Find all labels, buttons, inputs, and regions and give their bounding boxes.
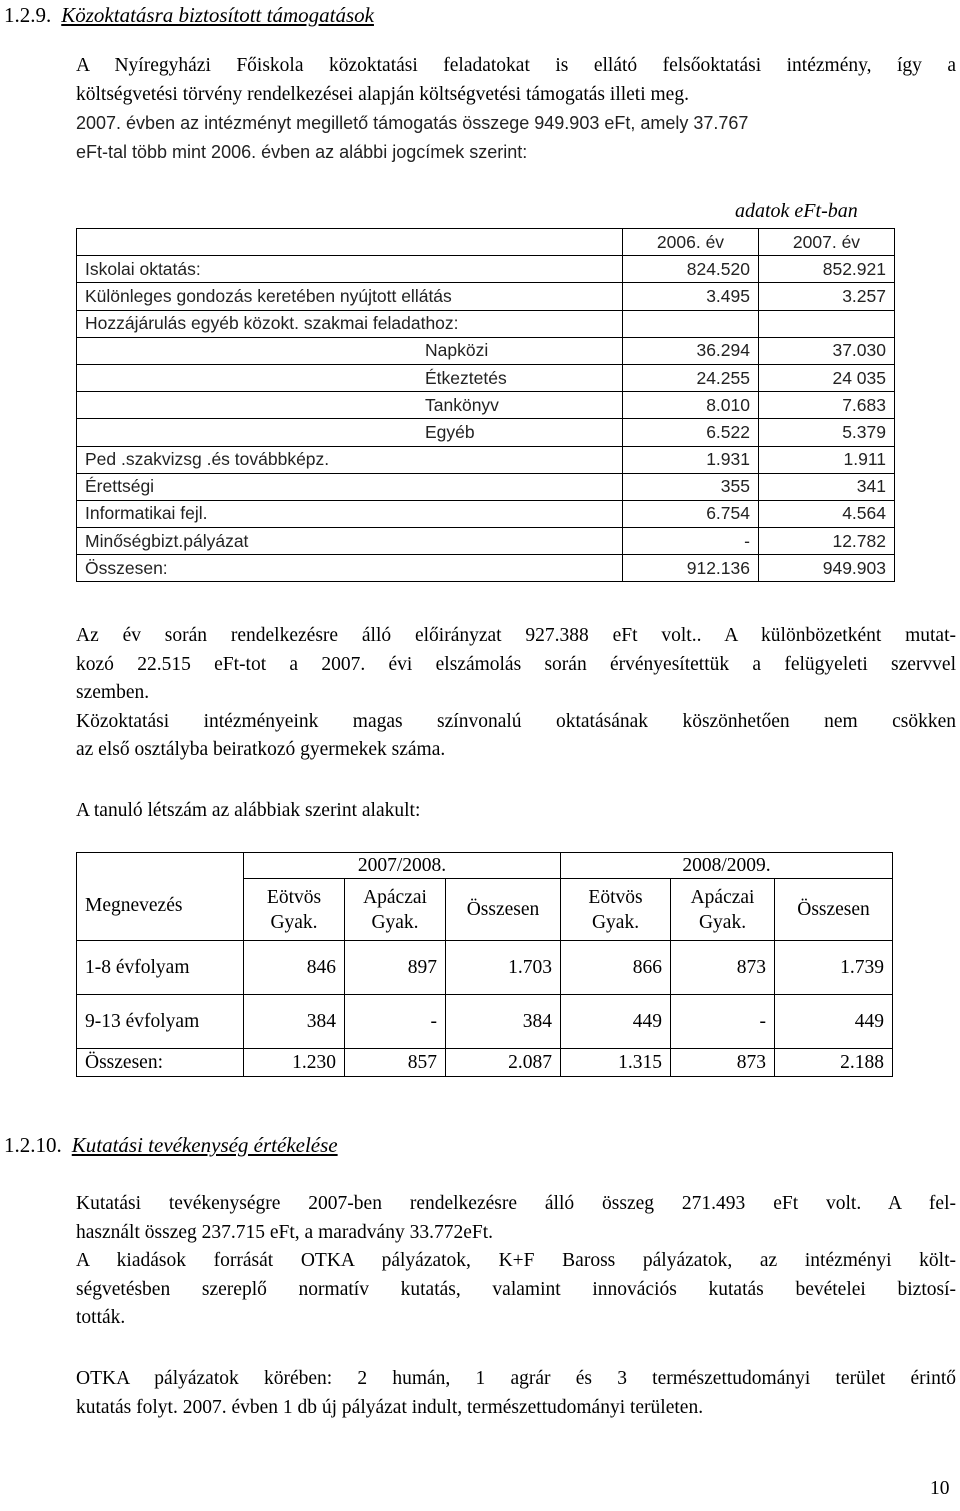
value-2006 xyxy=(623,310,759,337)
value-2007: 7.683 xyxy=(759,392,895,419)
row-label: Étkeztetés xyxy=(77,364,623,391)
section-title: Kutatási tevékenység értékelése xyxy=(71,1133,338,1157)
text-line: használt összeg 237.715 eFt, a maradvány 33.772eFt. xyxy=(76,1221,493,1243)
value-2006: 1.931 xyxy=(623,446,759,473)
row-label: 9-13 évfolyam xyxy=(77,995,244,1049)
budget-paragraph xyxy=(76,622,956,765)
table-row xyxy=(77,392,895,419)
value-2007: 5.379 xyxy=(759,419,895,446)
table-cell: 866 xyxy=(561,941,671,995)
text-line: kozó 22.515 eFt-tot a 2007. évi elszámolás során érvényesítettük a felügyeleti szervvel xyxy=(76,653,956,675)
row-label: Tankönyv xyxy=(77,392,623,419)
row-label: Minőségbizt.pályázat xyxy=(77,528,623,555)
section-number: 1.2.10. xyxy=(4,1133,62,1157)
value-2007: 949.903 xyxy=(759,555,895,582)
value-2006: 6.522 xyxy=(623,419,759,446)
research-paragraph xyxy=(76,1190,956,1333)
col-label-cell: Megnevezés xyxy=(77,853,244,941)
table-cell: 857 xyxy=(345,1049,446,1077)
sub-header: Összesen xyxy=(446,879,561,941)
value-2006: 24.255 xyxy=(623,364,759,391)
value-2006: 36.294 xyxy=(623,337,759,364)
table-cell: 384 xyxy=(244,995,345,1049)
text-line: OTKA pályázatok körében: 2 humán, 1 agrár és 3 természettudományi terület érintő xyxy=(76,1368,956,1389)
value-2007: 3.257 xyxy=(759,283,895,310)
value-2006: 6.754 xyxy=(623,500,759,527)
table-total-row xyxy=(77,555,895,582)
table-cell: 1.315 xyxy=(561,1049,671,1077)
table-row xyxy=(77,364,895,391)
table-cell: 2.188 xyxy=(775,1049,893,1077)
value-2007: 12.782 xyxy=(759,528,895,555)
text-line: tották. xyxy=(76,1307,126,1329)
table-row xyxy=(77,446,895,473)
row-label: Napközi xyxy=(77,337,623,364)
value-2007: 4.564 xyxy=(759,500,895,527)
row-label: Ped .szakvizsg .és továbbképz. xyxy=(77,446,623,473)
value-2007 xyxy=(759,310,895,337)
text-line: A kiadások forrását OTKA pályázatok, K+F Baross pályázatok, az intézményi költ- xyxy=(76,1250,956,1272)
table-cell: 846 xyxy=(244,941,345,995)
value-2006: 824.520 xyxy=(623,256,759,283)
table-cell: - xyxy=(345,995,446,1049)
value-2006: 912.136 xyxy=(623,555,759,582)
table-row xyxy=(77,995,893,1049)
text-line: Közoktatási intézményeink magas színvonalú oktatásának köszönhetően nem csökken xyxy=(76,710,956,732)
table-cell: 873 xyxy=(671,941,775,995)
value-2006: 355 xyxy=(623,473,759,500)
sub-header: Összesen xyxy=(775,879,893,941)
page-number: 10 xyxy=(930,1478,950,1499)
value-2007: 341 xyxy=(759,473,895,500)
table-cell: 449 xyxy=(561,995,671,1049)
table-row xyxy=(77,419,895,446)
table-cell: 2.087 xyxy=(446,1049,561,1077)
table-row xyxy=(77,337,895,364)
value-2007: 37.030 xyxy=(759,337,895,364)
year-header: 2008/2009. xyxy=(561,853,893,879)
text-line: ségvetésben szereplő normatív kutatás, valamint innovációs kutatás bevételei biztosí- xyxy=(76,1278,956,1300)
table-header-cell: 2006. év xyxy=(623,229,759,256)
sub-header: Apáczai Gyak. xyxy=(671,879,775,941)
otka-paragraph xyxy=(76,1365,956,1422)
enrollment-table xyxy=(76,852,893,1077)
table-total-row xyxy=(77,1049,893,1077)
value-2007: 24 035 xyxy=(759,364,895,391)
text-line: költségvetési törvény rendelkezései alapján költségvetési támogatás illeti meg. xyxy=(76,83,689,105)
table-cell: 1.703 xyxy=(446,941,561,995)
year-header: 2007/2008. xyxy=(244,853,561,879)
table-cell: 873 xyxy=(671,1049,775,1077)
subsidy-table xyxy=(76,228,895,582)
enrollment-intro xyxy=(76,797,956,826)
table-cell: 449 xyxy=(775,995,893,1049)
table-cell: - xyxy=(671,995,775,1049)
text-line: szemben. xyxy=(76,682,150,704)
text-line: kutatás folyt. 2007. évben 1 db új pályázat indult, természettudományi területen. xyxy=(76,1396,704,1418)
text-line: eFt-tal több mint 2006. évben az alábbi jogcímek szerint: xyxy=(76,141,528,162)
table-cell: 384 xyxy=(446,995,561,1049)
text-line: Az év során rendelkezésre álló előirányzat 927.388 eFt volt.. A különbözetként mutat- xyxy=(76,625,956,646)
unit-note: adatok eFt-ban xyxy=(735,200,858,222)
sub-header: Eötvös Gyak. xyxy=(561,879,671,941)
section-heading-1-2-10 xyxy=(4,1133,338,1158)
table-row xyxy=(77,283,895,310)
table-row xyxy=(77,473,895,500)
table-cell: 1.230 xyxy=(244,1049,345,1077)
section-title: Közoktatásra biztosított támogatások xyxy=(61,3,374,27)
section-heading-1-2-9 xyxy=(4,3,374,28)
text-line: 2007. évben az intézményt megillető támogatás összege 949.903 eFt, amely 37.767 xyxy=(76,113,749,134)
table-row xyxy=(77,528,895,555)
value-2006: 8.010 xyxy=(623,392,759,419)
sub-header: Apáczai Gyak. xyxy=(345,879,446,941)
table-cell: 1.739 xyxy=(775,941,893,995)
value-2007: 1.911 xyxy=(759,446,895,473)
row-label: 1-8 évfolyam xyxy=(77,941,244,995)
row-label: Egyéb xyxy=(77,419,623,446)
text-line: A tanuló létszám az alábbiak szerint alakult: xyxy=(76,800,421,821)
table-header-cell: 2007. év xyxy=(759,229,895,256)
row-label: Összesen: xyxy=(77,1049,244,1077)
text-line: az első osztályba beiratkozó gyermekek száma. xyxy=(76,739,446,761)
table-row xyxy=(77,256,895,283)
table-header-row xyxy=(77,229,895,256)
row-label: Informatikai fejl. xyxy=(77,500,623,527)
value-2006: - xyxy=(623,528,759,555)
row-label: Különleges gondozás keretében nyújtott ellátás xyxy=(77,283,623,310)
table-cell: 897 xyxy=(345,941,446,995)
row-label: Érettségi xyxy=(77,473,623,500)
table-row xyxy=(77,500,895,527)
table-row xyxy=(77,310,895,337)
intro-paragraph xyxy=(76,52,956,166)
year-header-row xyxy=(77,853,893,879)
value-2006: 3.495 xyxy=(623,283,759,310)
table-cell xyxy=(77,229,623,256)
text-line: Kutatási tevékenységre 2007-ben rendelkezésre álló összeg 271.493 eFt volt. A fel- xyxy=(76,1193,956,1214)
row-label: Hozzájárulás egyéb közokt. szakmai feladathoz: xyxy=(77,310,623,337)
table-row xyxy=(77,941,893,995)
text-line: A Nyíregyházi Főiskola közoktatási feladatokat is ellátó felsőoktatási intézmény, így a xyxy=(76,55,956,76)
row-label: Iskolai oktatás: xyxy=(77,256,623,283)
row-label: Összesen: xyxy=(77,555,623,582)
value-2007: 852.921 xyxy=(759,256,895,283)
sub-header: Eötvös Gyak. xyxy=(244,879,345,941)
section-number: 1.2.9. xyxy=(4,3,52,27)
